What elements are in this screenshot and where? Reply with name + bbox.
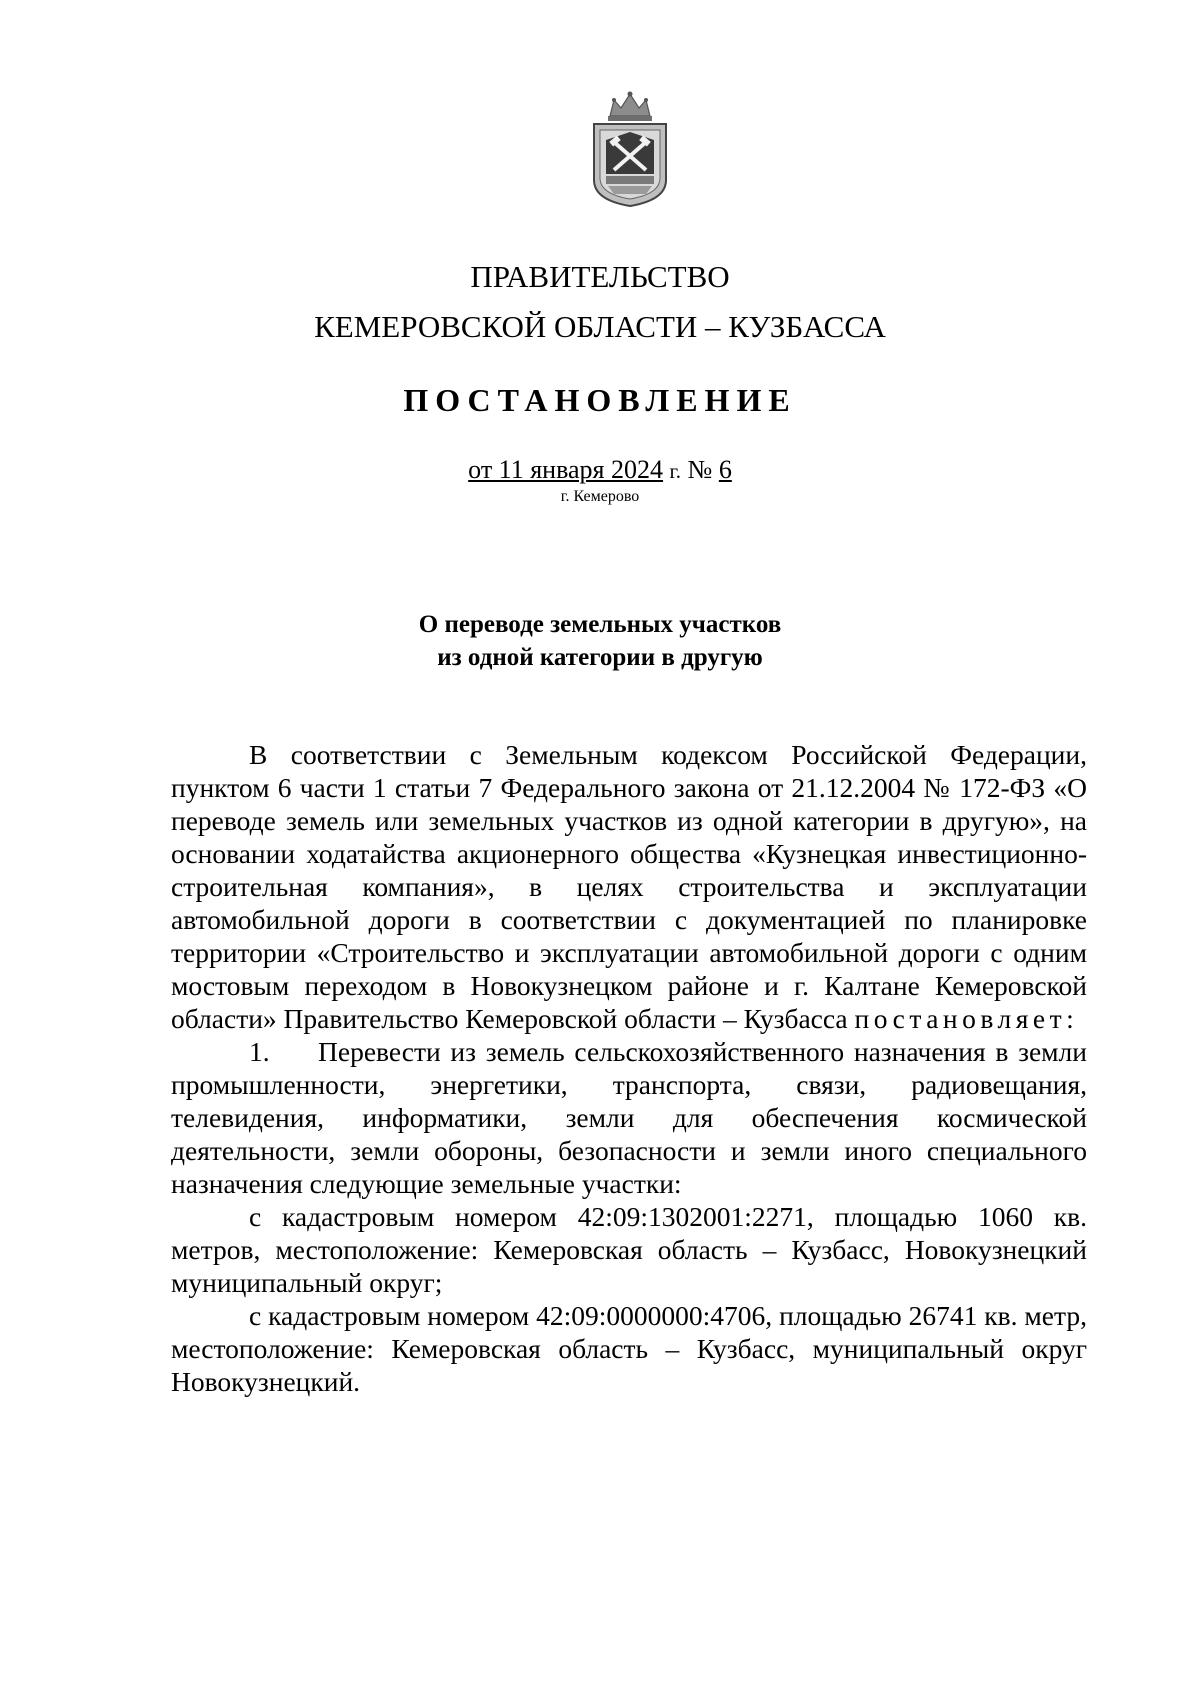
government-name-line2: КЕМЕРОВСКОЙ ОБЛАСТИ – КУЗБАССА bbox=[314, 309, 886, 344]
preamble-paragraph bbox=[171, 738, 1087, 1035]
item-1-number: 1. bbox=[249, 1036, 270, 1067]
parcel-2-paragraph: с кадастровым номером 42:09:0000000:4706, площадью 26741 кв. метр, местоположение: Кемеровская область – Кузбасс, муниципальный округ Новокузнецкий. bbox=[171, 1300, 1087, 1397]
document-type-heading: ПОСТАНОВЛЕНИЕ bbox=[403, 382, 797, 418]
document-number: 6 bbox=[718, 455, 732, 484]
document-date: от 11 января 2024 bbox=[468, 455, 664, 484]
item-1-paragraph bbox=[171, 1035, 1087, 1200]
document-city: г. Кемерово bbox=[560, 488, 640, 505]
resolves-word: постановляет: bbox=[854, 1003, 1079, 1034]
year-suffix: г. bbox=[669, 459, 682, 483]
preamble-text: В соответствии с Земельным кодексом Российской Федерации, пунктом 6 части 1 статьи 7 Федерального закона от 21.12.2004 № 172-ФЗ «О переводе земель или земельных участков из одной категории в другую», на основании ходатайства акционерного общества «Кузнецкая инвестиционно-строительная компания», в целях строительства и эксплуатации автомобильной дороги в соответствии с документацией по планировке территории «Строительство и эксплуатации автомобильной дороги с одним мостовым переходом в Новокузнецком районе и г. Калтане Кемеровской области» Правительство Кемеровской области – Кузбасса bbox=[171, 739, 1087, 1034]
document-date-number bbox=[0, 457, 1200, 483]
number-sign: № bbox=[687, 455, 713, 484]
document-body bbox=[171, 738, 1087, 1398]
government-name-line1: ПРАВИТЕЛЬСТВО bbox=[470, 259, 730, 294]
document-title-line2: из одной категории в другую bbox=[437, 644, 763, 671]
parcel-1-paragraph: с кадастровым номером 42:09:1302001:2271, площадью 1060 кв. метров, местоположение: Кемеровская область – Кузбасс, Новокузнецкий муниципальный округ; bbox=[171, 1201, 1087, 1298]
kuzbass-coat-of-arms-icon bbox=[588, 88, 672, 208]
document-title-line1: О переводе земельных участков bbox=[418, 611, 782, 638]
item-1-text: Перевести из земель сельскохозяйственного назначения в земли промышленности, энергетики, транспорта, связи, радиовещания, телевидения, информатики, земли для обеспечения космической деятельности, земли обороны, безопасности и земли иного специального назначения следующие земельные участки: bbox=[171, 1036, 1087, 1199]
